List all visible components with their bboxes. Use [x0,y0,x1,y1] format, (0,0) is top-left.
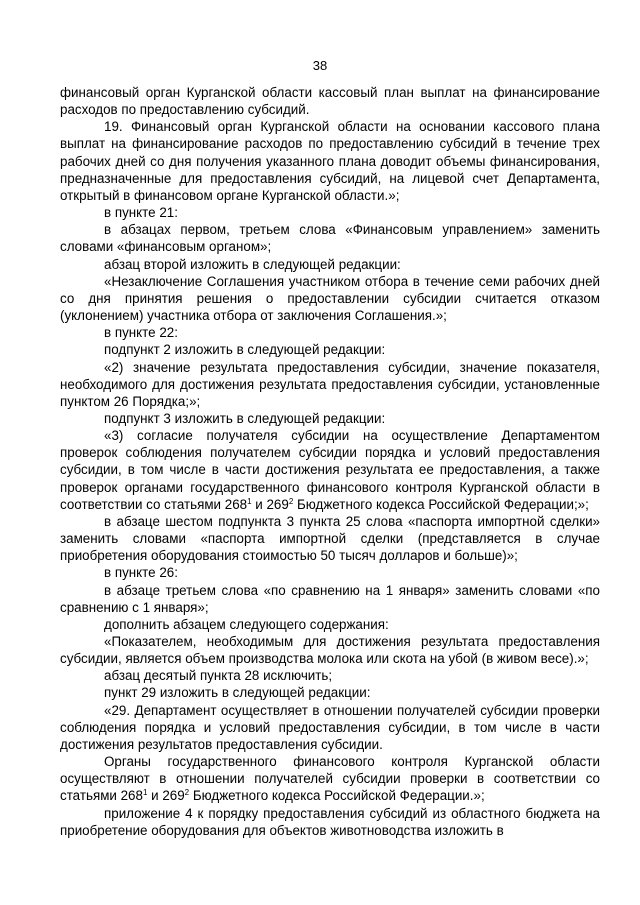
superscript: 2 [288,496,294,506]
paragraph: финансовый орган Курганской области кассовый план выплат на финансирование расходов по предоставлению субсидий. [60,85,600,118]
superscript: 1 [247,496,252,506]
paragraph: абзац второй изложить в следующей редакции: [104,256,401,272]
superscript: 2 [184,788,190,798]
text-run: и 269 [147,788,185,804]
paragraph: в абзаце шестом подпункта 3 пункта 25 слова «паспорта импортной сделки» заменить словами «паспорта импортной сделки (представляется в случае приобретения оборудования стоимостью 50 тысяч долларов и больше)»; [60,513,600,564]
paragraph: пункт 29 изложить в следующей редакции: [104,685,371,701]
page-number: 38 [312,58,328,73]
text-run: Органы государственного финансового контроля Курганской области осуществляют в отношении получателей субсидии проверки в соответствии со статьями 268 [60,754,600,804]
document-body [60,84,600,839]
paragraph: подпункт 2 изложить в следующей редакции: [104,342,386,358]
text-run: и 269 [251,496,289,512]
paragraph: приложение 4 к порядку предоставления субсидий из областного бюджета на приобретение оборудования для объектов животноводства изложить в [60,805,600,838]
paragraph: «2) значение результата предоставления субсидии, значение показателя, необходимого для достижения результата предоставления субсидии, установленные пунктом 26 Порядка;»; [60,359,600,409]
paragraph: «Незаключение Соглашения участником отбора в течение семи рабочих дней со дня принятия решения о предоставлении субсидии считается отказом (уклонением) участника отбора от заключения Соглашения.»; [60,273,600,324]
paragraph: дополнить абзацем следующего содержания: [104,616,389,632]
paragraph: «29. Департамент осуществляет в отношении получателей субсидии проверки соблюдения порядка и условий предоставления субсидии, в том числе в части достижения результатов предоставления субсидии. [60,702,600,752]
text-run: Бюджетного кодекса Российской Федерации.»; [189,788,485,804]
text-run: Бюджетного кодекса Российской Федерации;»; [293,496,589,512]
paragraph: абзац десятый пункта 28 исключить; [104,668,333,684]
paragraph: в абзацах первом, третьем слова «Финансовым управлением» заменить словами «финансовым органом»; [60,222,600,255]
paragraph: подпункт 3 изложить в следующей редакции: [104,410,386,426]
text-run: «3) согласие получателя субсидии на осуществление Департаментом проверок соблюдения получателем субсидии порядка и условий предоставления субсидии, в том числе в части достижения результата ее предоставления, а также проверок органами государственного финансового контроля Курганской области в соответствии со статьями 268 [60,428,600,512]
paragraph: 19. Финансовый орган Курганской области на основании кассового плана выплат на финансирование расходов по предоставлению субсидий в течение трех рабочих дней со дня получения указанного плана доводит объемы финансирования, предназначенные для предоставления субсидий, на лицевой счет Департамента, открытый в финансовом органе Курганской области.»; [60,119,600,203]
paragraph [60,753,600,804]
paragraph: в пункте 21: [104,205,178,221]
paragraph [60,427,600,513]
superscript: 1 [142,788,148,798]
paragraph: в пункте 26: [104,565,178,581]
paragraph: «Показателем, необходимым для достижения результата предоставления субсидии, является объем производства молока или скота на убой (в живом весе).»; [60,634,600,667]
paragraph: в пункте 22: [104,325,178,341]
paragraph: в абзаце третьем слова «по сравнению на 1 января» заменить словами «по сравнению с 1 января»; [60,582,600,615]
